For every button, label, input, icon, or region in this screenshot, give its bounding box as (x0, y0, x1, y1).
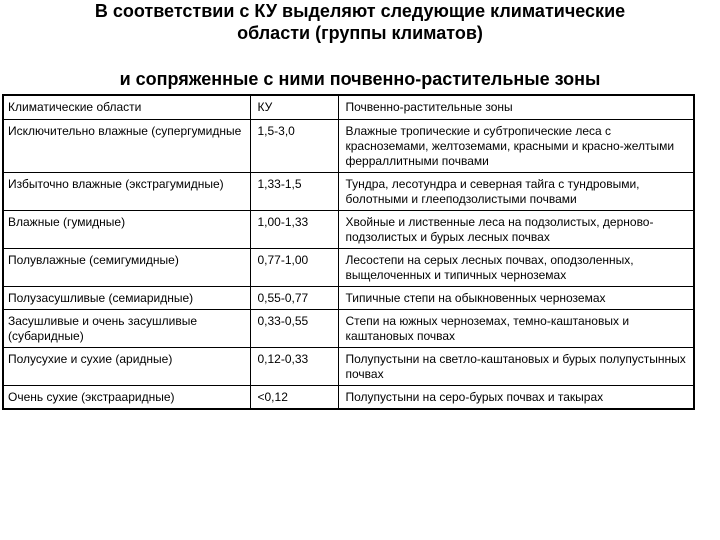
table-row (3, 249, 694, 287)
cell-soil-vegetation-zone: Лесостепи на серых лесных почвах, оподзоленных, выщелоченных и типичных черноземах (338, 249, 694, 287)
cell-ku-value: 0,12-0,33 (250, 348, 338, 386)
cell-ku-value: 1,5-3,0 (250, 120, 338, 173)
cell-climate-region: Влажные (гумидные) (3, 211, 250, 249)
cell-ku-value: 0,55-0,77 (250, 287, 338, 310)
table-row (3, 287, 694, 310)
table-body (3, 95, 694, 409)
cell-climate-region: Очень сухие (экстрааридные) (3, 386, 250, 410)
table-header-row (3, 95, 694, 120)
table-row (3, 310, 694, 348)
table-row (3, 173, 694, 211)
cell-ku-value: 1,33-1,5 (250, 173, 338, 211)
cell-climate-region: Полузасушливые (семиаридные) (3, 287, 250, 310)
cell-soil-vegetation-zone: Хвойные и лиственные леса на подзолистых, дерново-подзолистых и бурых лесных почвах (338, 211, 694, 249)
cell-soil-vegetation-zone: Полупустыни на светло-каштановых и бурых полупустынных почвах (338, 348, 694, 386)
table-row (3, 386, 694, 410)
cell-ku-value: 0,33-0,55 (250, 310, 338, 348)
cell-soil-vegetation-zone: Степи на южных черноземах, темно-каштановых и каштановых почвах (338, 310, 694, 348)
cell-climate-region: Исключительно влажные (супергумидные (3, 120, 250, 173)
cell-soil-vegetation-zone: Влажные тропические и субтропические леса с красноземами, желтоземами, красными и красно-желтыми ферраллитными почвами (338, 120, 694, 173)
climate-table (2, 94, 695, 410)
table-row (3, 120, 694, 173)
cell-climate-region: Полувлажные (семигумидные) (3, 249, 250, 287)
slide-subtitle: и сопряженные с ними почвенно-растительные зоны (119, 69, 601, 89)
cell-ku-value: 0,77-1,00 (250, 249, 338, 287)
table-row (3, 211, 694, 249)
header-ku: КУ (250, 95, 338, 120)
cell-soil-vegetation-zone: Типичные степи на обыкновенных черноземах (338, 287, 694, 310)
cell-climate-region: Засушливые и очень засушливые (субаридные) (3, 310, 250, 348)
slide-title: В соответствии с КУ выделяют следующие климатические области (группы климатов) (94, 1, 626, 43)
cell-ku-value: <0,12 (250, 386, 338, 410)
header-soil-vegetation-zones: Почвенно-растительные зоны (338, 95, 694, 120)
cell-soil-vegetation-zone: Полупустыни на серо-бурых почвах и такырах (338, 386, 694, 410)
cell-climate-region: Избыточно влажные (экстрагумидные) (3, 173, 250, 211)
cell-ku-value: 1,00-1,33 (250, 211, 338, 249)
header-climate-regions: Климатические области (3, 95, 250, 120)
table-row (3, 348, 694, 386)
cell-soil-vegetation-zone: Тундра, лесотундра и северная тайга с тундровыми, болотными и глееподзолистыми почвами (338, 173, 694, 211)
cell-climate-region: Полусухие и сухие (аридные) (3, 348, 250, 386)
